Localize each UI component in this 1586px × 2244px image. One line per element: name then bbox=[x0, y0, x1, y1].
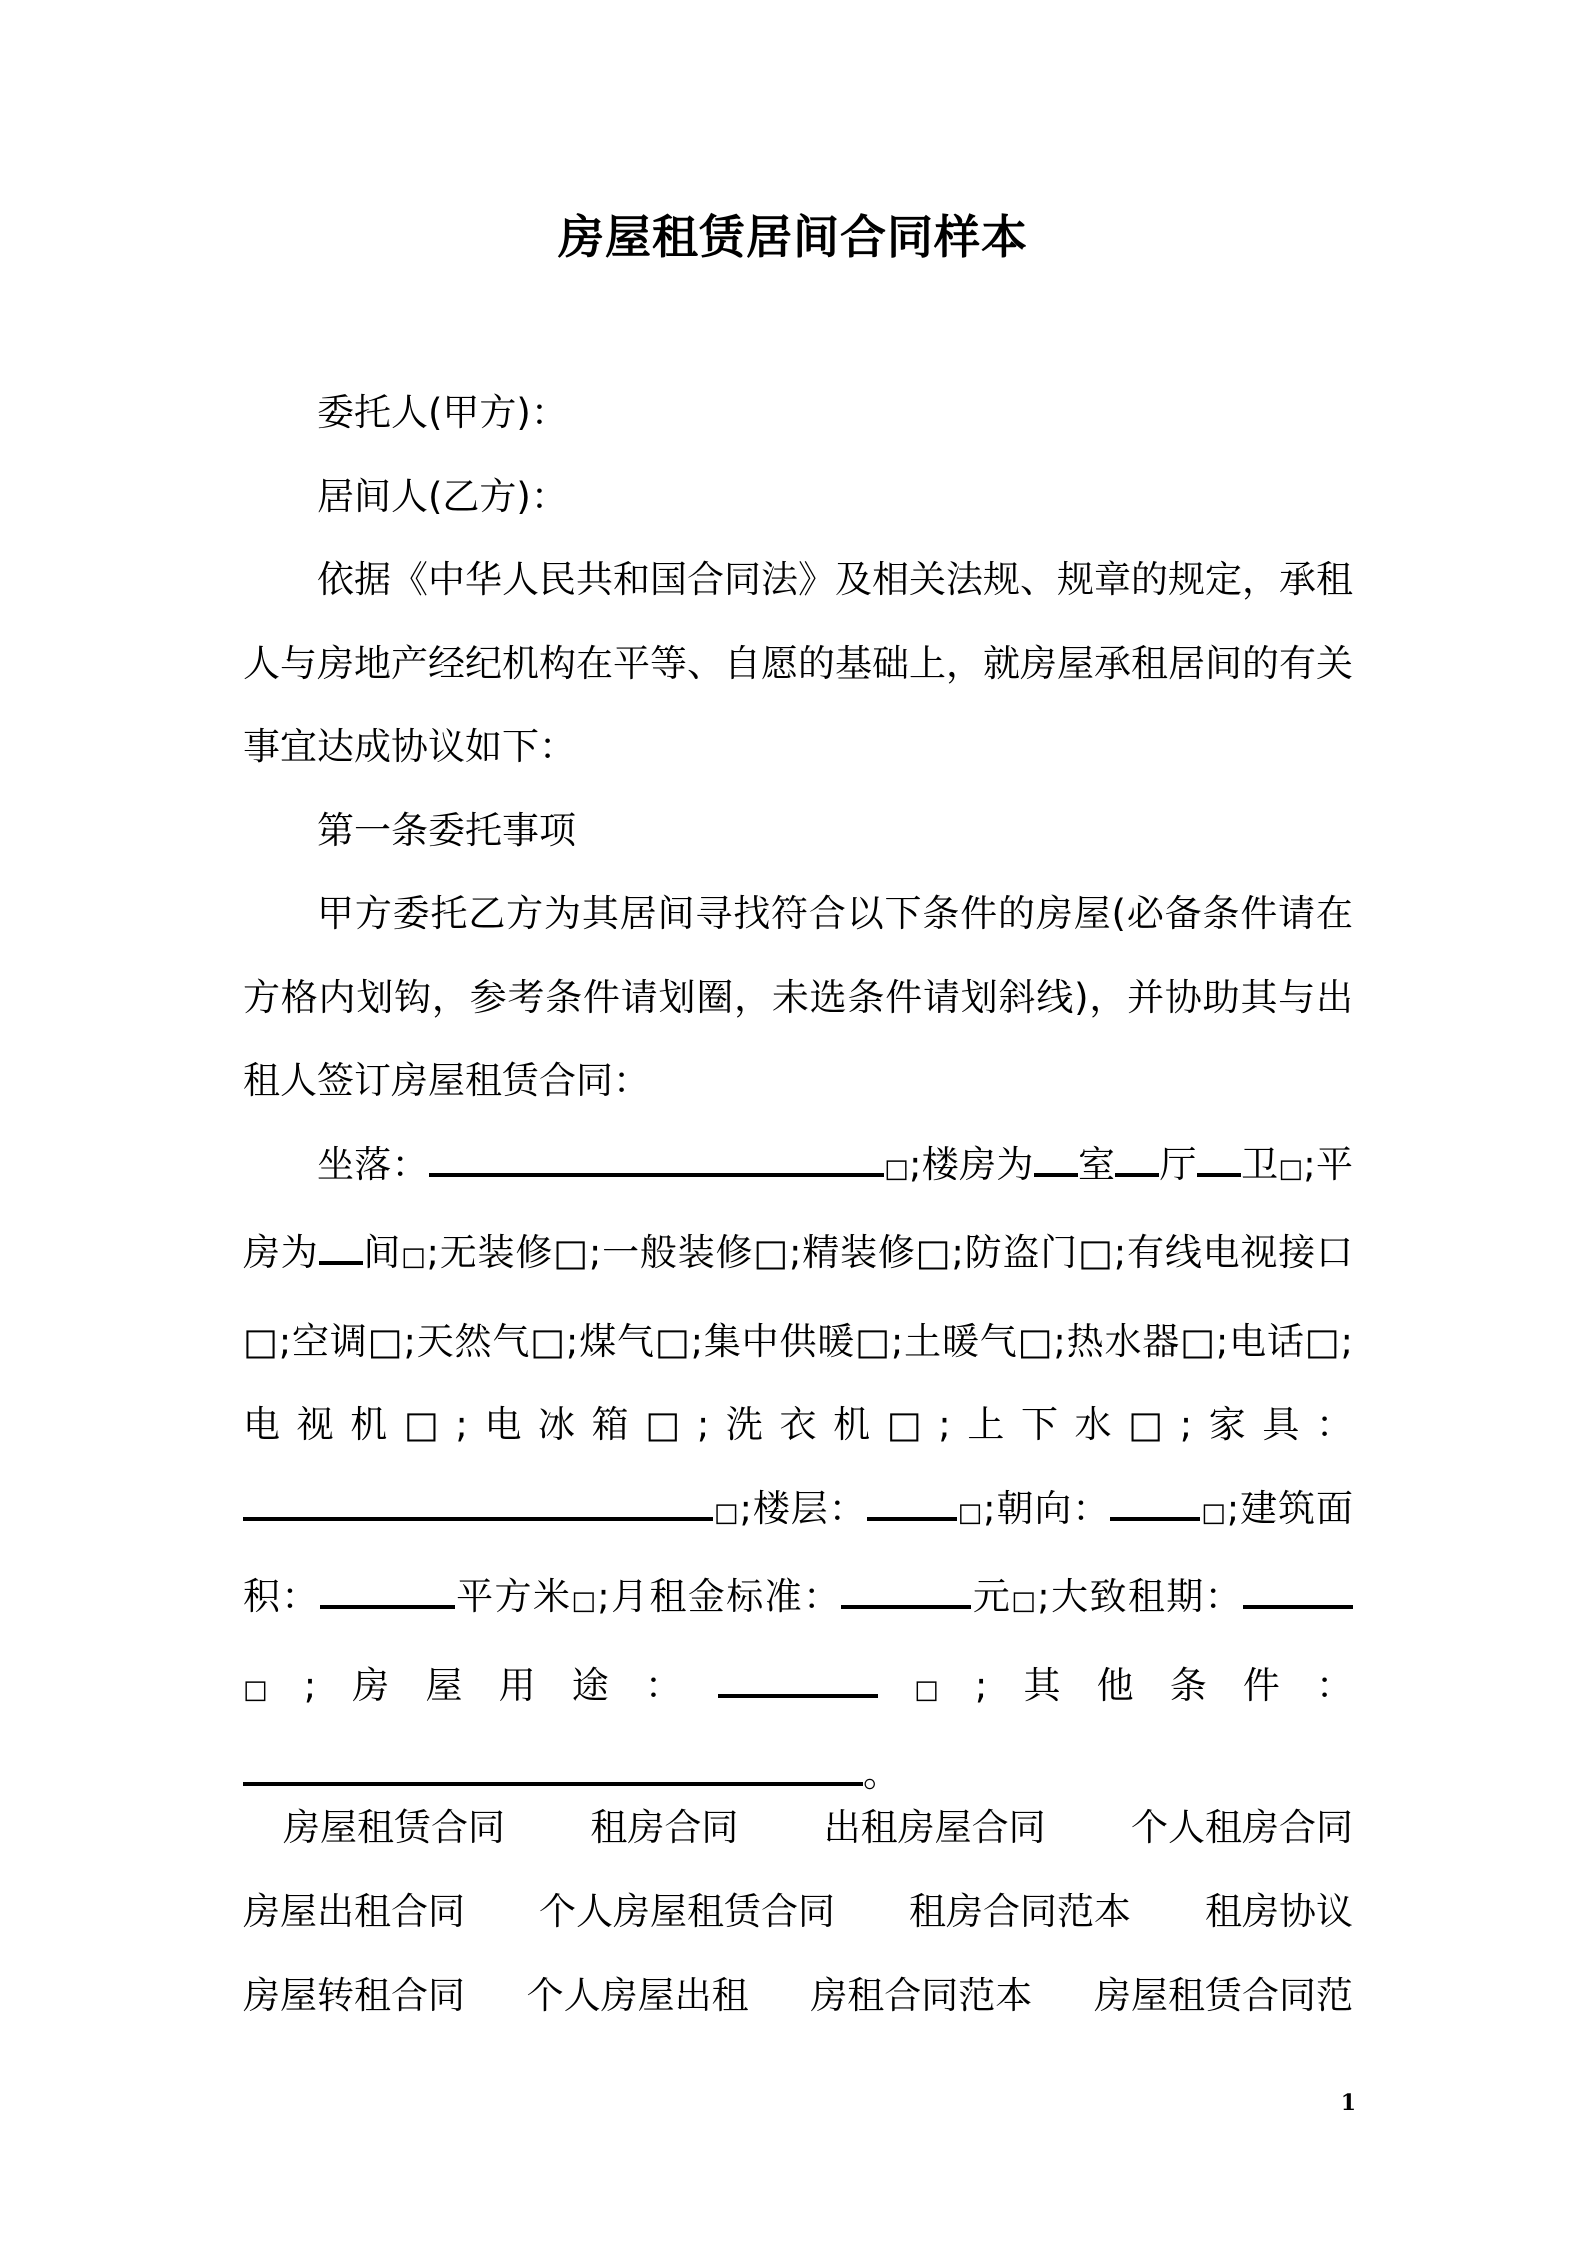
checkbox[interactable]: □ bbox=[243, 1674, 304, 1705]
checkbox[interactable]: □ bbox=[1278, 1153, 1304, 1184]
usage-blank[interactable] bbox=[718, 1664, 878, 1698]
links-row bbox=[243, 1786, 1353, 1870]
hall-label: 厅 bbox=[1159, 1142, 1197, 1186]
amenities-list: ;无装修□;一般装修□;精装修□;防盗门□;有线电视接口□;空调□;天然气□;煤气□;集中供暖□;土暖气□;热水器□;电话□;电视机□;电冰箱□;洗衣机□;上下水□;家具： bbox=[243, 1231, 1353, 1446]
page-number: 1 bbox=[1340, 2090, 1356, 2116]
term-blank[interactable] bbox=[1243, 1575, 1353, 1609]
furniture-blank[interactable] bbox=[243, 1487, 713, 1521]
links-row bbox=[243, 1870, 1353, 1954]
document-title: 房屋租赁居间合同样本 bbox=[558, 210, 1028, 264]
checkbox[interactable]: □ bbox=[401, 1242, 427, 1272]
related-links bbox=[243, 1786, 1353, 2038]
document-body bbox=[243, 371, 1353, 1816]
rent-label: ;月租金标准： bbox=[597, 1575, 842, 1618]
period: 。 bbox=[863, 1752, 900, 1795]
checkbox[interactable]: □ bbox=[956, 1497, 984, 1528]
floor-label: ;楼层： bbox=[739, 1486, 867, 1530]
usage-label: ;房屋用途： bbox=[303, 1663, 718, 1707]
checkbox[interactable]: □ bbox=[1011, 1586, 1038, 1616]
area-unit: 平方米 bbox=[454, 1575, 572, 1618]
bath-label: 卫 bbox=[1240, 1142, 1279, 1186]
orientation-blank[interactable] bbox=[1110, 1487, 1200, 1521]
related-link[interactable]: 租房协议 bbox=[1205, 1890, 1353, 1933]
location-blank[interactable] bbox=[429, 1143, 884, 1177]
location-label: 坐落： bbox=[317, 1142, 429, 1186]
hall-count-blank[interactable] bbox=[1115, 1143, 1159, 1177]
bungalow-label: ;平房为 bbox=[243, 1142, 1354, 1274]
area-blank[interactable] bbox=[320, 1575, 455, 1609]
related-link[interactable]: 房屋转租合同 bbox=[243, 1974, 465, 2017]
jian-label: 间 bbox=[362, 1231, 402, 1274]
other-blank[interactable] bbox=[243, 1752, 863, 1786]
related-link[interactable]: 个人房屋出租 bbox=[526, 1974, 749, 2017]
room-count-blank[interactable] bbox=[1034, 1143, 1078, 1177]
floor-blank[interactable] bbox=[867, 1487, 957, 1521]
links-row bbox=[243, 1954, 1353, 2038]
principal-line: 委托人(甲方)： bbox=[317, 391, 568, 434]
checkbox[interactable]: □ bbox=[878, 1674, 975, 1705]
room-label: 室 bbox=[1077, 1142, 1116, 1186]
article1-body: 甲方委托乙方为其居间寻找符合以下条件的房屋(必备条件请在方格内划钩，参考条件请划圈，未选条件请划斜线)，并协助其与出租人签订房屋租赁合同： bbox=[243, 892, 1353, 1102]
area-label: ;建筑面积： bbox=[243, 1486, 1353, 1618]
other-label: ;其他条件： bbox=[974, 1663, 1353, 1707]
related-link[interactable]: 租房合同 bbox=[590, 1806, 739, 1849]
checkbox[interactable]: □ bbox=[713, 1497, 740, 1528]
bath-count-blank[interactable] bbox=[1197, 1143, 1241, 1177]
article1-heading: 第一条委托事项 bbox=[317, 808, 576, 852]
rent-unit: 元 bbox=[971, 1575, 1012, 1618]
checkbox[interactable]: □ bbox=[883, 1153, 910, 1184]
related-link[interactable]: 房屋租赁合同范 bbox=[1093, 1974, 1353, 2017]
related-link[interactable]: 个人租房合同 bbox=[1130, 1806, 1353, 1849]
rent-blank[interactable] bbox=[841, 1575, 971, 1609]
related-link[interactable]: 房屋租赁合同 bbox=[283, 1806, 505, 1849]
term-label: ;大致租期： bbox=[1037, 1575, 1244, 1618]
related-link[interactable]: 房租合同范本 bbox=[810, 1974, 1033, 2017]
orientation-label: ;朝向： bbox=[983, 1486, 1111, 1530]
related-link[interactable]: 出租房屋合同 bbox=[823, 1806, 1046, 1849]
related-link[interactable]: 个人房屋租赁合同 bbox=[539, 1890, 835, 1933]
related-link[interactable]: 房屋出租合同 bbox=[243, 1890, 465, 1933]
intermediary-line: 居间人(乙方)： bbox=[317, 474, 568, 518]
preamble-paragraph: 依据《中华人民共和国合同法》及相关法规、规章的规定，承租人与房地产经纪机构在平等、自愿的基础上，就房屋承租居间的有关事宜达成协议如下： bbox=[243, 558, 1353, 768]
related-link[interactable]: 租房合同范本 bbox=[909, 1890, 1131, 1933]
building-label: ;楼房为 bbox=[909, 1142, 1034, 1186]
jian-count-blank[interactable] bbox=[319, 1231, 363, 1265]
checkbox[interactable]: □ bbox=[571, 1586, 598, 1616]
conditions-paragraph bbox=[243, 1123, 1353, 1816]
checkbox[interactable]: □ bbox=[1200, 1497, 1227, 1528]
